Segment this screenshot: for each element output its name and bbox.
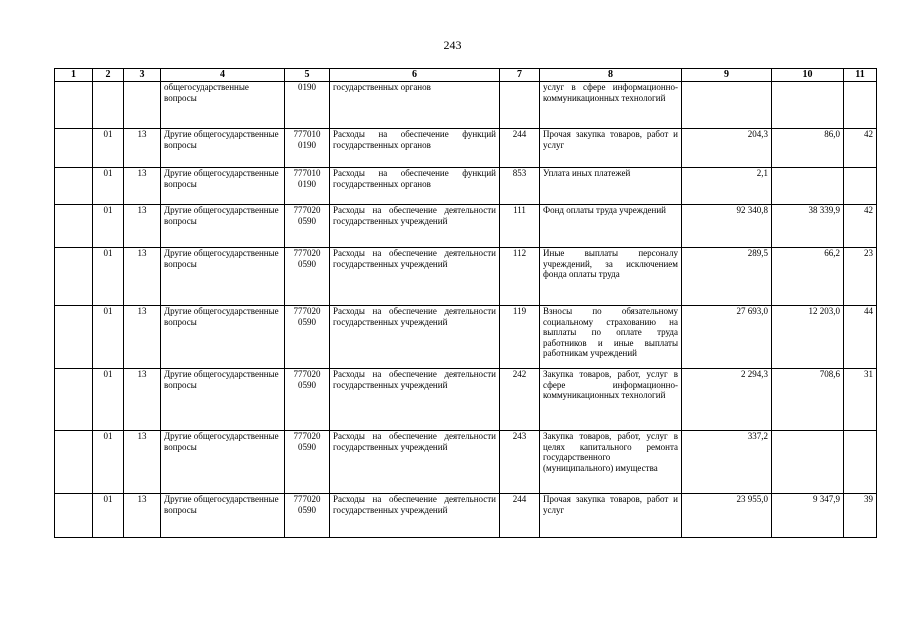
cell-expense-type: 111 [500,205,540,248]
cell-article-name: Расходы на обеспечение деятельности государственных учреждений [330,369,500,431]
column-header: 5 [285,69,330,82]
cell-execution: 66,2 [772,248,844,306]
cell-section-name: Другие общегосударственные вопросы [161,431,285,494]
cell-col1 [55,129,93,168]
cell-subsection: 13 [124,369,161,431]
column-header: 4 [161,69,285,82]
cell-section: 01 [93,431,124,494]
cell-plan: 337,2 [682,431,772,494]
cell-col1 [55,82,93,129]
cell-execution: 12 203,0 [772,306,844,369]
cell-col1 [55,205,93,248]
cell-expense-name: Взносы по обязательному социальному страхованию на выплаты по оплате труда работников и иные выплаты работникам учреждений [540,306,682,369]
cell-expense-type: 243 [500,431,540,494]
cell-article-name: Расходы на обеспечение деятельности государственных учреждений [330,248,500,306]
table-row [55,205,877,248]
cell-section-name: Другие общегосударственные вопросы [161,205,285,248]
cell-target-article: 777010 0190 [285,168,330,205]
column-header: 11 [844,69,877,82]
cell-article-name: Расходы на обеспечение деятельности государственных учреждений [330,306,500,369]
header-row [55,69,877,82]
cell-section: 01 [93,129,124,168]
cell-plan: 27 693,0 [682,306,772,369]
cell-article-name: Расходы на обеспечение функций государственных органов [330,129,500,168]
table-row [55,248,877,306]
cell-target-article: 777020 0590 [285,494,330,538]
cell-execution: 708,6 [772,369,844,431]
cell-col1 [55,248,93,306]
cell-plan: 92 340,8 [682,205,772,248]
column-header: 7 [500,69,540,82]
cell-execution [772,82,844,129]
cell-col1 [55,494,93,538]
cell-section-name: Другие общегосударственные вопросы [161,369,285,431]
cell-subsection: 13 [124,248,161,306]
cell-section-name: общегосударственные вопросы [161,82,285,129]
cell-percent: 44 [844,306,877,369]
cell-expense-type: 112 [500,248,540,306]
cell-expense-name: услуг в сфере информационно-коммуникационных технологий [540,82,682,129]
column-header: 1 [55,69,93,82]
table-row [55,369,877,431]
cell-expense-name: Закупка товаров, работ, услуг в целях капитального ремонта государственного (муниципального) имущества [540,431,682,494]
column-header: 10 [772,69,844,82]
cell-plan: 289,5 [682,248,772,306]
cell-percent: 31 [844,369,877,431]
cell-execution: 86,0 [772,129,844,168]
cell-subsection [124,82,161,129]
cell-target-article: 777020 0590 [285,369,330,431]
cell-percent [844,82,877,129]
cell-section [93,82,124,129]
cell-article-name: Расходы на обеспечение деятельности государственных учреждений [330,494,500,538]
cell-plan [682,82,772,129]
cell-article-name: государственных органов [330,82,500,129]
cell-expense-type [500,82,540,129]
cell-subsection: 13 [124,306,161,369]
cell-target-article: 777010 0190 [285,129,330,168]
cell-percent [844,431,877,494]
cell-article-name: Расходы на обеспечение деятельности государственных учреждений [330,431,500,494]
cell-percent [844,168,877,205]
cell-col1 [55,168,93,205]
column-header: 2 [93,69,124,82]
cell-section-name: Другие общегосударственные вопросы [161,494,285,538]
cell-col1 [55,369,93,431]
cell-plan: 204,3 [682,129,772,168]
cell-subsection: 13 [124,168,161,205]
table-row [55,431,877,494]
cell-section: 01 [93,306,124,369]
cell-target-article: 777020 0590 [285,306,330,369]
cell-expense-type: 119 [500,306,540,369]
cell-col1 [55,431,93,494]
cell-execution [772,168,844,205]
cell-expense-name: Прочая закупка товаров, работ и услуг [540,129,682,168]
cell-expense-name: Иные выплаты персоналу учреждений, за исключением фонда оплаты труда [540,248,682,306]
budget-table [54,68,877,538]
table-row [55,168,877,205]
column-header: 9 [682,69,772,82]
cell-execution: 38 339,9 [772,205,844,248]
cell-col1 [55,306,93,369]
cell-percent: 42 [844,205,877,248]
cell-section-name: Другие общегосударственные вопросы [161,306,285,369]
cell-article-name: Расходы на обеспечение функций государственных органов [330,168,500,205]
cell-expense-type: 244 [500,129,540,168]
table-row [55,82,877,129]
cell-plan: 2,1 [682,168,772,205]
cell-section: 01 [93,205,124,248]
cell-subsection: 13 [124,129,161,168]
cell-target-article: 0190 [285,82,330,129]
cell-expense-name: Прочая закупка товаров, работ и услуг [540,494,682,538]
cell-expense-type: 242 [500,369,540,431]
cell-percent: 39 [844,494,877,538]
cell-percent: 42 [844,129,877,168]
column-header: 3 [124,69,161,82]
cell-plan: 23 955,0 [682,494,772,538]
column-header: 8 [540,69,682,82]
cell-section: 01 [93,248,124,306]
cell-section-name: Другие общегосударственные вопросы [161,168,285,205]
cell-article-name: Расходы на обеспечение деятельности государственных учреждений [330,205,500,248]
table-row [55,306,877,369]
cell-percent: 23 [844,248,877,306]
cell-target-article: 777020 0590 [285,205,330,248]
table-row [55,494,877,538]
cell-execution: 9 347,9 [772,494,844,538]
column-header: 6 [330,69,500,82]
cell-expense-type: 853 [500,168,540,205]
cell-target-article: 777020 0590 [285,248,330,306]
cell-execution [772,431,844,494]
cell-section: 01 [93,494,124,538]
cell-plan: 2 294,3 [682,369,772,431]
cell-section: 01 [93,168,124,205]
cell-subsection: 13 [124,205,161,248]
cell-expense-name: Уплата иных платежей [540,168,682,205]
cell-section-name: Другие общегосударственные вопросы [161,248,285,306]
cell-section: 01 [93,369,124,431]
page-number: 243 [443,38,462,52]
cell-expense-name: Фонд оплаты труда учреждений [540,205,682,248]
cell-target-article: 777020 0590 [285,431,330,494]
cell-section-name: Другие общегосударственные вопросы [161,129,285,168]
cell-expense-type: 244 [500,494,540,538]
cell-subsection: 13 [124,431,161,494]
cell-expense-name: Закупка товаров, работ, услуг в сфере информационно-коммуникационных технологий [540,369,682,431]
cell-subsection: 13 [124,494,161,538]
table-row [55,129,877,168]
